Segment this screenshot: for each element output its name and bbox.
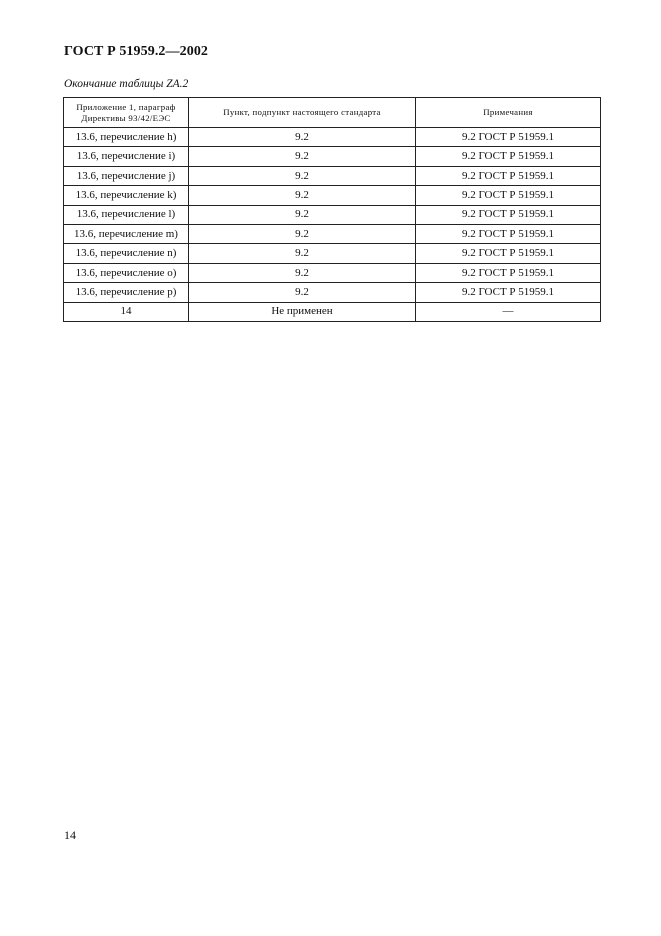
table-row xyxy=(64,147,601,166)
cell-notes: 9.2 ГОСТ Р 51959.1 xyxy=(416,128,601,147)
column-header-notes: Примечания xyxy=(416,98,601,128)
table-row xyxy=(64,283,601,302)
cell-annex-paragraph: 13.6, перечисление k) xyxy=(64,186,189,205)
cell-standard-clause: 9.2 xyxy=(189,244,416,263)
cell-annex-paragraph: 13.6, перечисление i) xyxy=(64,147,189,166)
table-header-row xyxy=(64,98,601,128)
cell-standard-clause: 9.2 xyxy=(189,147,416,166)
cell-standard-clause: 9.2 xyxy=(189,166,416,185)
cell-annex-paragraph: 13.6, перечисление o) xyxy=(64,263,189,282)
table-row xyxy=(64,205,601,224)
cell-notes: 9.2 ГОСТ Р 51959.1 xyxy=(416,263,601,282)
cell-standard-clause: Не применен xyxy=(189,302,416,321)
table-row xyxy=(64,263,601,282)
cell-annex-paragraph: 13.6, перечисление l) xyxy=(64,205,189,224)
cell-notes: 9.2 ГОСТ Р 51959.1 xyxy=(416,166,601,185)
cell-notes: — xyxy=(416,302,601,321)
correspondence-table xyxy=(63,97,601,322)
cell-standard-clause: 9.2 xyxy=(189,283,416,302)
cell-standard-clause: 9.2 xyxy=(189,205,416,224)
table-row xyxy=(64,128,601,147)
column-header-annex-paragraph: Приложение 1, параграф Директивы 93/42/ЕЭС xyxy=(64,98,189,128)
column-header-standard-clause: Пункт, подпункт настоящего стандарта xyxy=(189,98,416,128)
table-row xyxy=(64,302,601,321)
document-header: ГОСТ Р 51959.2—2002 xyxy=(64,44,209,59)
cell-notes: 9.2 ГОСТ Р 51959.1 xyxy=(416,283,601,302)
cell-annex-paragraph: 13.6, перечисление m) xyxy=(64,224,189,243)
cell-standard-clause: 9.2 xyxy=(189,186,416,205)
cell-notes: 9.2 ГОСТ Р 51959.1 xyxy=(416,224,601,243)
cell-annex-paragraph: 14 xyxy=(64,302,189,321)
page-number: 14 xyxy=(64,828,76,842)
cell-annex-paragraph: 13.6, перечисление h) xyxy=(64,128,189,147)
cell-annex-paragraph: 13.6, перечисление n) xyxy=(64,244,189,263)
cell-standard-clause: 9.2 xyxy=(189,224,416,243)
cell-standard-clause: 9.2 xyxy=(189,263,416,282)
table-row xyxy=(64,244,601,263)
table-caption: Окончание таблицы ZA.2 xyxy=(64,78,189,90)
table-row xyxy=(64,224,601,243)
table-row xyxy=(64,186,601,205)
cell-standard-clause: 9.2 xyxy=(189,128,416,147)
cell-notes: 9.2 ГОСТ Р 51959.1 xyxy=(416,147,601,166)
cell-notes: 9.2 ГОСТ Р 51959.1 xyxy=(416,205,601,224)
cell-notes: 9.2 ГОСТ Р 51959.1 xyxy=(416,186,601,205)
cell-annex-paragraph: 13.6, перечисление j) xyxy=(64,166,189,185)
cell-notes: 9.2 ГОСТ Р 51959.1 xyxy=(416,244,601,263)
cell-annex-paragraph: 13.6, перечисление p) xyxy=(64,283,189,302)
table-row xyxy=(64,166,601,185)
